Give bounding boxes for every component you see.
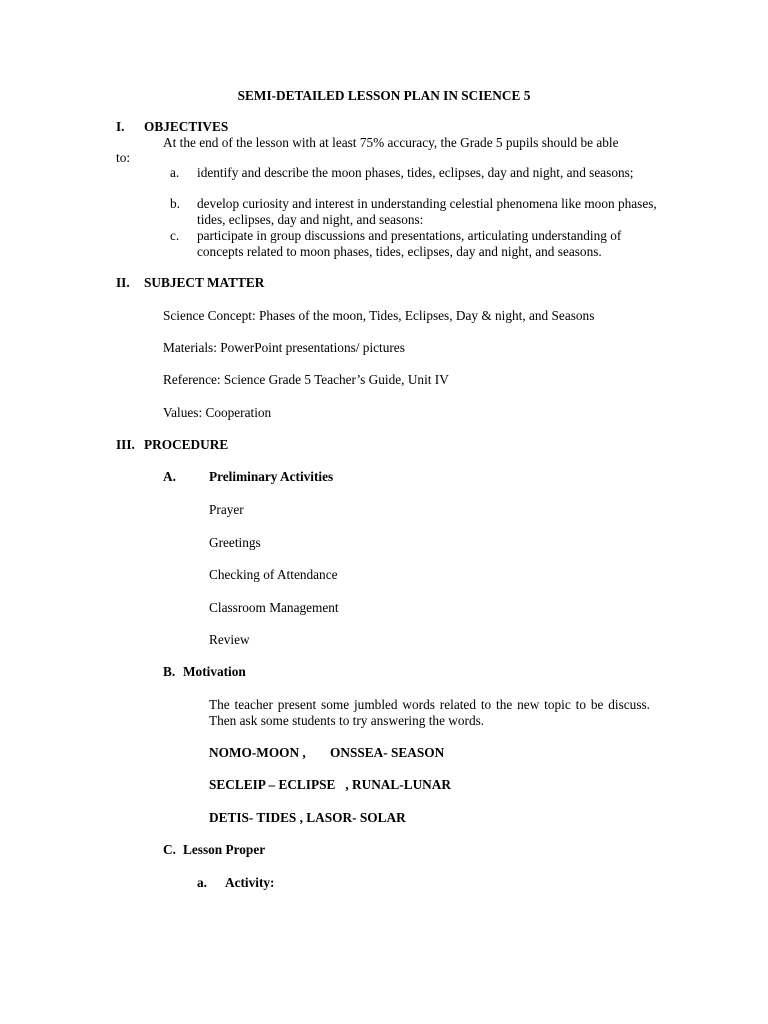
objectives-numeral: I. [116,119,125,134]
document-title: SEMI-DETAILED LESSON PLAN IN SCIENCE 5 [237,88,531,103]
objective-text-a: identify and describe the moon phases, tides, eclipses, day and night, and seasons; [197,165,634,180]
lesson-proper-heading: Lesson Proper [183,842,266,857]
jumbled-words-line3: DETIS- TIDES , LASOR- SOLAR [209,810,406,825]
preliminary-heading: Preliminary Activities [209,469,334,484]
procedure-heading: PROCEDURE [144,437,229,452]
preliminary-item-prayer: Prayer [209,502,244,517]
motivation-text: The teacher present some jumbled words related to the new topic to be discuss. Then ask some students to try answering the words. [209,697,650,728]
subject-matter-heading: SUBJECT MATTER [144,275,265,290]
objectives-intro-line2: to: [116,150,131,165]
objective-letter-b: b. [170,196,180,211]
preliminary-item-classroom-management: Classroom Management [209,600,339,615]
procedure-numeral: III. [116,437,135,452]
objective-letter-a: a. [170,165,180,180]
jumbled-words-line1-b: ONSSEA- SEASON [330,745,445,760]
jumbled-words-line1-a: NOMO-MOON , [209,745,306,760]
objectives-heading: OBJECTIVES [144,119,229,134]
subject-matter-numeral: II. [116,275,130,290]
reference: Reference: Science Grade 5 Teacher’s Guide, Unit IV [163,372,449,387]
jumbled-words-line2: SECLEIP – ECLIPSE , RUNAL-LUNAR [209,777,451,792]
objective-text-c: participate in group discussions and presentations, articulating understanding of concepts related to moon phases, tides, eclipses, day and night, and seasons. [197,228,622,259]
lesson-proper-letter: C. [163,842,176,857]
activity-letter: a. [197,875,207,890]
motivation-heading: Motivation [183,664,246,679]
preliminary-letter: A. [163,469,176,484]
materials: Materials: PowerPoint presentations/ pictures [163,340,405,355]
values: Values: Cooperation [163,405,272,420]
objective-text-b: develop curiosity and interest in understanding celestial phenomena like moon phases, tides, eclipses, day and night, and seasons: [197,196,657,227]
motivation-letter: B. [163,664,176,679]
preliminary-item-attendance: Checking of Attendance [209,567,338,582]
preliminary-item-greetings: Greetings [209,535,261,550]
objective-letter-c: c. [170,228,180,243]
science-concept: Science Concept: Phases of the moon, Tides, Eclipses, Day & night, and Seasons [163,308,595,323]
activity-heading: Activity: [225,875,275,890]
preliminary-item-review: Review [209,632,250,647]
objectives-intro-line1: At the end of the lesson with at least 75% accuracy, the Grade 5 pupils should be able [163,135,619,150]
